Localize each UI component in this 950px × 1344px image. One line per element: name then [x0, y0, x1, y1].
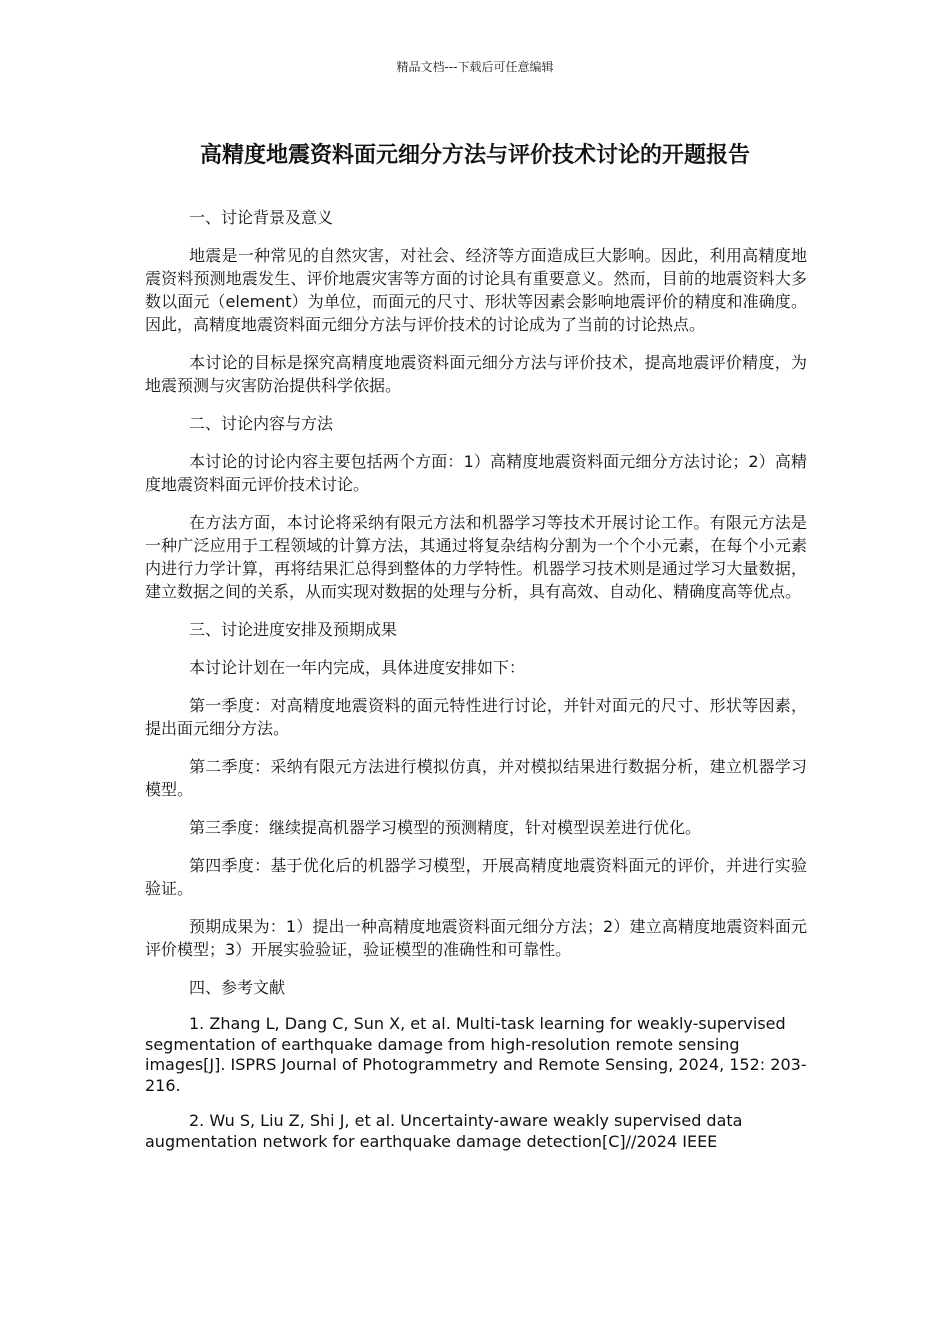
section-3-quarter-1: 第一季度：对高精度地震资料的面元特性进行讨论，并针对面元的尺寸、形状等因素，提出面元细分方法。	[145, 696, 807, 738]
document-title: 高精度地震资料面元细分方法与评价技术讨论的开题报告	[199, 143, 750, 168]
section-3-quarter-2: 第二季度：采纳有限元方法进行模拟仿真，并对模拟结果进行数据分析，建立机器学习模型。	[145, 757, 807, 799]
reference-2: 2. Wu S, Liu Z, Shi J, et al. Uncertainty-aware weakly supervised data augmentation network for earthquake damage detection[C]//2024 IEEE	[145, 1111, 743, 1151]
section-1-paragraph-1: 地震是一种常见的自然灾害，对社会、经济等方面造成巨大影响。因此，利用高精度地震资料预测地震发生、评价地震灾害等方面的讨论具有重要意义。然而，目前的地震资料大多数以面元（element）为单位，而面元的尺寸、形状等因素会影响地震评价的精度和准确度。因此，高精度地震资料面元细分方法与评价技术的讨论成为了当前的讨论热点。	[145, 246, 807, 334]
section-2-paragraph-1: 本讨论的讨论内容主要包括两个方面：1）高精度地震资料面元细分方法讨论；2）高精度地震资料面元评价技术讨论。	[145, 452, 807, 494]
section-1-heading: 一、讨论背景及意义	[189, 208, 334, 227]
document-body	[145, 206, 807, 1167]
reference-1: 1. Zhang L, Dang C, Sun X, et al. Multi-task learning for weakly-supervised segmentation of earthquake damage from high-resolution remote sensing images[J]. ISPRS Journal of Photogrammetry and Remote Sensing, 2024, 152: 203-216.	[145, 1014, 807, 1095]
page-header: 精品文档---下载后可任意编辑	[396, 60, 554, 74]
section-3-quarter-3: 第三季度：继续提高机器学习模型的预测精度，针对模型误差进行优化。	[189, 818, 702, 837]
section-3-outcome: 预期成果为：1）提出一种高精度地震资料面元细分方法；2）建立高精度地震资料面元评价模型；3）开展实验验证，验证模型的准确性和可靠性。	[145, 917, 807, 959]
section-3-quarter-4: 第四季度：基于优化后的机器学习模型，开展高精度地震资料面元的评价，并进行实验验证。	[145, 856, 807, 898]
section-1-paragraph-2: 本讨论的目标是探究高精度地震资料面元细分方法与评价技术，提高地震评价精度，为地震预测与灾害防治提供科学依据。	[145, 353, 807, 395]
section-2-heading: 二、讨论内容与方法	[189, 414, 334, 433]
section-2-paragraph-2: 在方法方面，本讨论将采纳有限元方法和机器学习等技术开展讨论工作。有限元方法是一种广泛应用于工程领域的计算方法，其通过将复杂结构分割为一个个小元素，在每个小元素内进行力学计算，再将结果汇总得到整体的力学特性。机器学习技术则是通过学习大量数据，建立数据之间的关系，从而实现对数据的处理与分析，具有高效、自动化、精确度高等优点。	[145, 513, 807, 601]
section-3-paragraph-1: 本讨论计划在一年内完成，具体进度安排如下：	[189, 658, 526, 677]
section-4-heading: 四、参考文献	[189, 978, 286, 997]
section-3-heading: 三、讨论进度安排及预期成果	[189, 620, 398, 639]
